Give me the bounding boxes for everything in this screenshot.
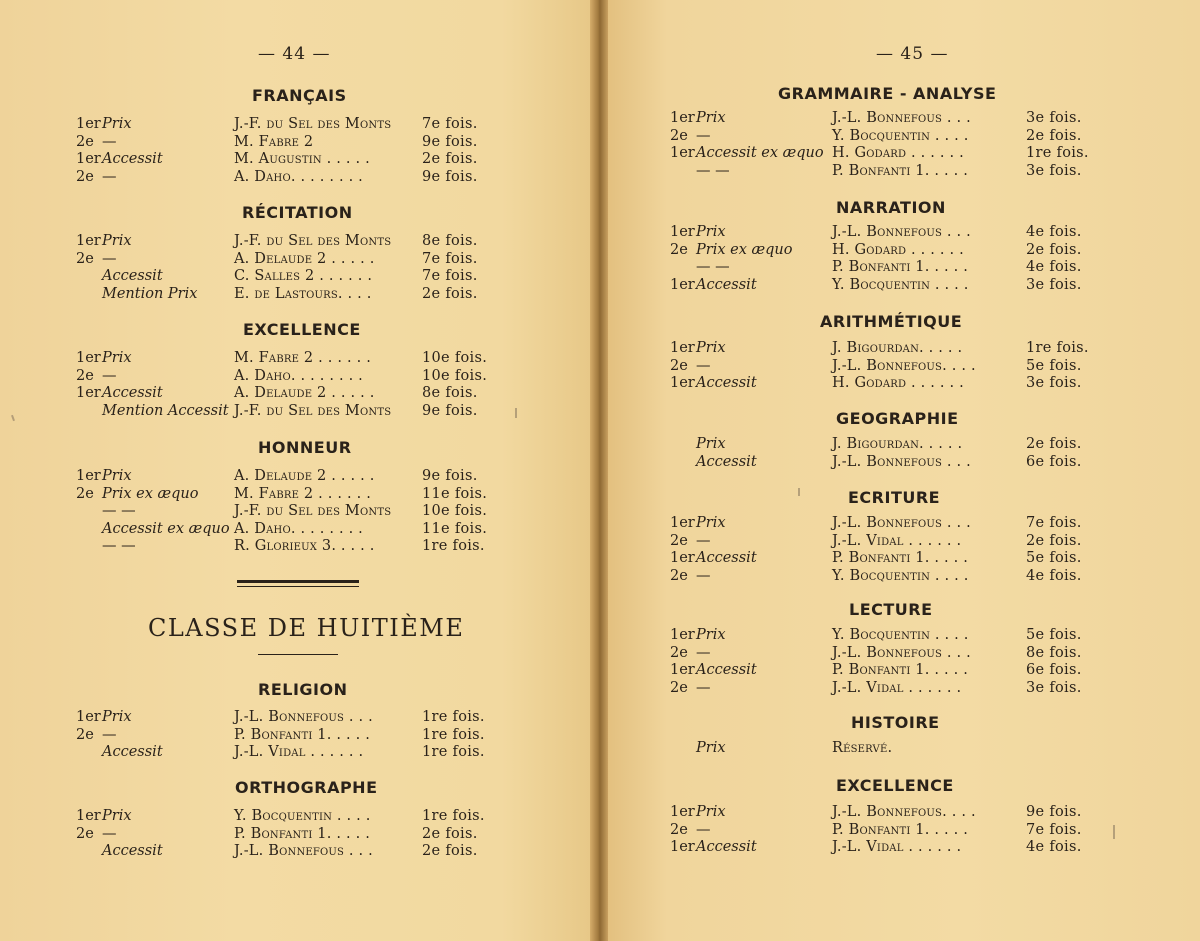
times-cell: 2e fois. (1026, 127, 1082, 144)
times-cell: 5e fois. (1026, 627, 1082, 643)
name-cell: P. Bonfanti 1. . . . . (832, 162, 969, 179)
name-cell: Y. Bocquentin . . . . (832, 276, 969, 293)
name-cell: R. Glorieux 3. . . . . (234, 538, 375, 554)
rank-cell: 1er (76, 116, 101, 132)
section-title: HISTOIRE (851, 713, 940, 732)
name-cell: Y. Bocquentin . . . . (832, 627, 969, 643)
times-cell: 9e fois. (422, 468, 478, 484)
rank-cell: 2e (670, 241, 688, 258)
rank-cell: 1er (76, 385, 101, 401)
times-cell: 2e fois. (422, 151, 478, 167)
award-cell: Prix (696, 224, 726, 240)
times-cell: 10e fois. (422, 350, 488, 366)
award-cell: Mention Prix (102, 285, 198, 302)
divider-rule (237, 580, 359, 587)
rank-cell: 1er (670, 276, 695, 293)
rank-cell: 2e (670, 821, 688, 838)
award-cell: Accessit (102, 268, 163, 284)
times-cell: 7e fois. (1026, 821, 1082, 838)
award-cell: — (102, 367, 117, 384)
times-cell: 2e fois. (1026, 436, 1082, 452)
name-cell: J.-F. du Sel des Monts (234, 402, 392, 419)
name-cell: J.-L. Vidal . . . . . . (832, 532, 962, 549)
award-cell: Accessit (696, 276, 757, 293)
award-cell: Accessit (102, 744, 163, 760)
times-cell: 10e fois. (422, 503, 488, 519)
section-title: GRAMMAIRE - ANALYSE (778, 84, 997, 103)
times-cell: 9e fois. (1026, 804, 1082, 820)
section-title: FRANÇAIS (252, 86, 347, 105)
section-title: ORTHOGRAPHE (235, 778, 378, 797)
award-cell: Accessit (696, 375, 757, 391)
times-cell: 1re fois. (422, 808, 485, 824)
name-cell: J.-F. du Sel des Monts (234, 116, 392, 132)
name-cell: A. Daho. . . . . . . . (234, 520, 363, 537)
name-cell: Réservé. (832, 740, 893, 756)
times-cell: 9e fois. (422, 133, 478, 150)
award-cell: Accessit (102, 843, 163, 859)
times-cell: 7e fois. (422, 116, 478, 132)
times-cell: 5e fois. (1026, 357, 1082, 374)
times-cell: 4e fois. (1026, 567, 1082, 584)
name-cell: J.-F. du Sel des Monts (234, 233, 392, 249)
award-cell: — (696, 532, 711, 549)
section-title: RELIGION (258, 680, 348, 699)
rank-cell: 1er (670, 224, 695, 240)
award-cell: — (102, 250, 117, 267)
times-cell: 4e fois. (1026, 839, 1082, 855)
rank-cell: 2e (76, 250, 94, 267)
section-title: ARITHMÉTIQUE (820, 312, 963, 331)
name-cell: J.-L. Bonnefous . . . (832, 224, 971, 240)
award-cell: Prix (102, 468, 132, 484)
rank-cell: 1er (76, 151, 101, 167)
award-cell: Prix (696, 436, 726, 452)
rank-cell: 1er (76, 350, 101, 366)
section-title: HONNEUR (258, 438, 352, 457)
rank-cell: 1er (76, 233, 101, 249)
name-cell: C. Salles 2 . . . . . . (234, 268, 373, 284)
times-cell: 5e fois. (1026, 550, 1082, 566)
name-cell: M. Augustin . . . . . (234, 151, 370, 167)
name-cell: M. Fabre 2 . . . . . . (234, 350, 372, 366)
name-cell: A. Delaude 2 . . . . . (234, 250, 375, 267)
award-cell: Accessit ex æquo (102, 520, 230, 537)
section-title: EXCELLENCE (836, 776, 954, 795)
rank-cell: 1er (670, 110, 695, 126)
page-number: — 44 — (258, 44, 331, 64)
left-page (0, 0, 590, 941)
rank-cell: 2e (670, 644, 688, 661)
rank-cell: 1er (670, 839, 695, 855)
name-cell: J. Bigourdan. . . . . (832, 436, 963, 452)
rank-cell: 1er (76, 468, 101, 484)
name-cell: Y. Bocquentin . . . . (832, 567, 969, 584)
divider-rule-short (258, 654, 338, 655)
section-title: GEOGRAPHIE (836, 409, 959, 428)
times-cell: 7e fois. (1026, 515, 1082, 531)
name-cell: A. Delaude 2 . . . . . (234, 385, 375, 401)
name-cell: P. Bonfanti 1. . . . . (832, 259, 969, 275)
paper-speck (515, 408, 517, 418)
name-cell: J.-L. Vidal . . . . . . (234, 744, 364, 760)
award-cell: Accessit (102, 385, 163, 401)
times-cell: 1re fois. (1026, 145, 1089, 161)
name-cell: M. Fabre 2 . . . . . . (234, 485, 372, 502)
award-cell: Accessit (696, 550, 757, 566)
class-title: CLASSE DE HUITIÈME (148, 614, 465, 642)
times-cell: 1re fois. (422, 744, 485, 760)
name-cell: J.-L. Bonnefous . . . (234, 709, 373, 725)
award-cell: — — (696, 162, 730, 179)
award-cell: — (102, 133, 117, 150)
name-cell: A. Daho. . . . . . . . (234, 168, 363, 185)
name-cell: H. Godard . . . . . . (832, 241, 964, 258)
name-cell: H. Godard . . . . . . (832, 145, 964, 161)
name-cell: J.-L. Bonnefous. . . . (832, 804, 976, 820)
times-cell: 4e fois. (1026, 224, 1082, 240)
award-cell: Prix (102, 116, 132, 132)
rank-cell: 2e (76, 133, 94, 150)
award-cell: Accessit (696, 839, 757, 855)
section-title: ECRITURE (848, 488, 941, 507)
award-cell: — (696, 821, 711, 838)
times-cell: 7e fois. (422, 268, 478, 284)
award-cell: Prix ex æquo (696, 241, 793, 258)
name-cell: J.-L. Bonnefous . . . (832, 644, 971, 661)
name-cell: J.-L. Bonnefous . . . (832, 453, 971, 470)
times-cell: 11e fois. (422, 520, 488, 537)
times-cell: 2e fois. (422, 843, 478, 859)
award-cell: — (102, 726, 117, 743)
award-cell: Accessit ex æquo (696, 145, 824, 161)
award-cell: Accessit (696, 453, 757, 470)
times-cell: 1re fois. (422, 538, 485, 554)
times-cell: 1re fois. (1026, 340, 1089, 356)
award-cell: Accessit (696, 662, 757, 678)
page-number: — 45 — (876, 44, 949, 64)
rank-cell: 2e (76, 825, 94, 842)
times-cell: 1re fois. (422, 709, 485, 725)
award-cell: Prix (102, 350, 132, 366)
times-cell: 8e fois. (1026, 644, 1082, 661)
name-cell: J.-L. Bonnefous . . . (234, 843, 373, 859)
paper-speck (798, 488, 800, 496)
name-cell: H. Godard . . . . . . (832, 375, 964, 391)
times-cell: 8e fois. (422, 385, 478, 401)
times-cell: 11e fois. (422, 485, 488, 502)
name-cell: P. Bonfanti 1. . . . . (832, 550, 969, 566)
section-title: NARRATION (836, 198, 946, 217)
times-cell: 3e fois. (1026, 110, 1082, 126)
times-cell: 4e fois. (1026, 259, 1082, 275)
rank-cell: 2e (670, 357, 688, 374)
section-title: LECTURE (849, 600, 933, 619)
rank-cell: 2e (76, 367, 94, 384)
times-cell: 6e fois. (1026, 453, 1082, 470)
name-cell: A. Daho. . . . . . . . (234, 367, 363, 384)
times-cell: 2e fois. (422, 825, 478, 842)
times-cell: 9e fois. (422, 168, 478, 185)
name-cell: J.-L. Bonnefous . . . (832, 515, 971, 531)
award-cell: — — (102, 538, 136, 554)
name-cell: J.-L. Vidal . . . . . . (832, 679, 962, 696)
award-cell: Prix (696, 340, 726, 356)
name-cell: J.-L. Bonnefous . . . (832, 110, 971, 126)
award-cell: — — (696, 259, 730, 275)
name-cell: M. Fabre 2 (234, 133, 314, 150)
award-cell: Prix (696, 515, 726, 531)
times-cell: 2e fois. (1026, 241, 1082, 258)
rank-cell: 2e (670, 679, 688, 696)
times-cell: 3e fois. (1026, 276, 1082, 293)
rank-cell: 1er (76, 709, 101, 725)
rank-cell: 1er (670, 627, 695, 643)
rank-cell: 2e (76, 726, 94, 743)
award-cell: Prix (102, 808, 132, 824)
times-cell: 2e fois. (1026, 532, 1082, 549)
rank-cell: 2e (670, 532, 688, 549)
award-cell: Prix (696, 804, 726, 820)
award-cell: Prix ex æquo (102, 485, 199, 502)
award-cell: Accessit (102, 151, 163, 167)
award-cell: — (696, 567, 711, 584)
rank-cell: 1er (670, 145, 695, 161)
name-cell: J.-L. Vidal . . . . . . (832, 839, 962, 855)
times-cell: 8e fois. (422, 233, 478, 249)
award-cell: — (696, 127, 711, 144)
rank-cell: 2e (670, 127, 688, 144)
award-cell: Prix (696, 740, 726, 756)
name-cell: P. Bonfanti 1. . . . . (234, 726, 371, 743)
rank-cell: 1er (670, 662, 695, 678)
name-cell: P. Bonfanti 1. . . . . (832, 821, 969, 838)
times-cell: 1re fois. (422, 726, 485, 743)
rank-cell: 1er (670, 340, 695, 356)
section-title: RÉCITATION (242, 203, 353, 222)
name-cell: J. Bigourdan. . . . . (832, 340, 963, 356)
times-cell: 3e fois. (1026, 162, 1082, 179)
award-cell: Prix (696, 110, 726, 126)
paper-speck (11, 415, 15, 421)
rank-cell: 1er (670, 375, 695, 391)
times-cell: 2e fois. (422, 285, 478, 302)
name-cell: Y. Bocquentin . . . . (234, 808, 371, 824)
name-cell: P. Bonfanti 1. . . . . (832, 662, 969, 678)
award-cell: — (696, 644, 711, 661)
paper-speck (1113, 825, 1115, 839)
times-cell: 9e fois. (422, 402, 478, 419)
rank-cell: 2e (76, 485, 94, 502)
rank-cell: 1er (76, 808, 101, 824)
rank-cell: 1er (670, 804, 695, 820)
award-cell: — (102, 825, 117, 842)
name-cell: P. Bonfanti 1. . . . . (234, 825, 371, 842)
times-cell: 7e fois. (422, 250, 478, 267)
times-cell: 3e fois. (1026, 375, 1082, 391)
award-cell: — (696, 679, 711, 696)
rank-cell: 2e (670, 567, 688, 584)
award-cell: — (696, 357, 711, 374)
rank-cell: 1er (670, 550, 695, 566)
name-cell: Y. Bocquentin . . . . (832, 127, 969, 144)
award-cell: Prix (696, 627, 726, 643)
rank-cell: 1er (670, 515, 695, 531)
rank-cell: 2e (76, 168, 94, 185)
award-cell: — (102, 168, 117, 185)
name-cell: J.-L. Bonnefous. . . . (832, 357, 976, 374)
times-cell: 6e fois. (1026, 662, 1082, 678)
name-cell: J.-F. du Sel des Monts (234, 503, 392, 519)
right-page (608, 0, 1200, 941)
book-gutter (590, 0, 608, 941)
name-cell: A. Delaude 2 . . . . . (234, 468, 375, 484)
times-cell: 3e fois. (1026, 679, 1082, 696)
award-cell: Prix (102, 233, 132, 249)
section-title: EXCELLENCE (243, 320, 361, 339)
award-cell: Mention Accessit (102, 402, 229, 419)
award-cell: — — (102, 503, 136, 519)
times-cell: 10e fois. (422, 367, 488, 384)
award-cell: Prix (102, 709, 132, 725)
name-cell: E. de Lastours. . . . (234, 285, 372, 302)
